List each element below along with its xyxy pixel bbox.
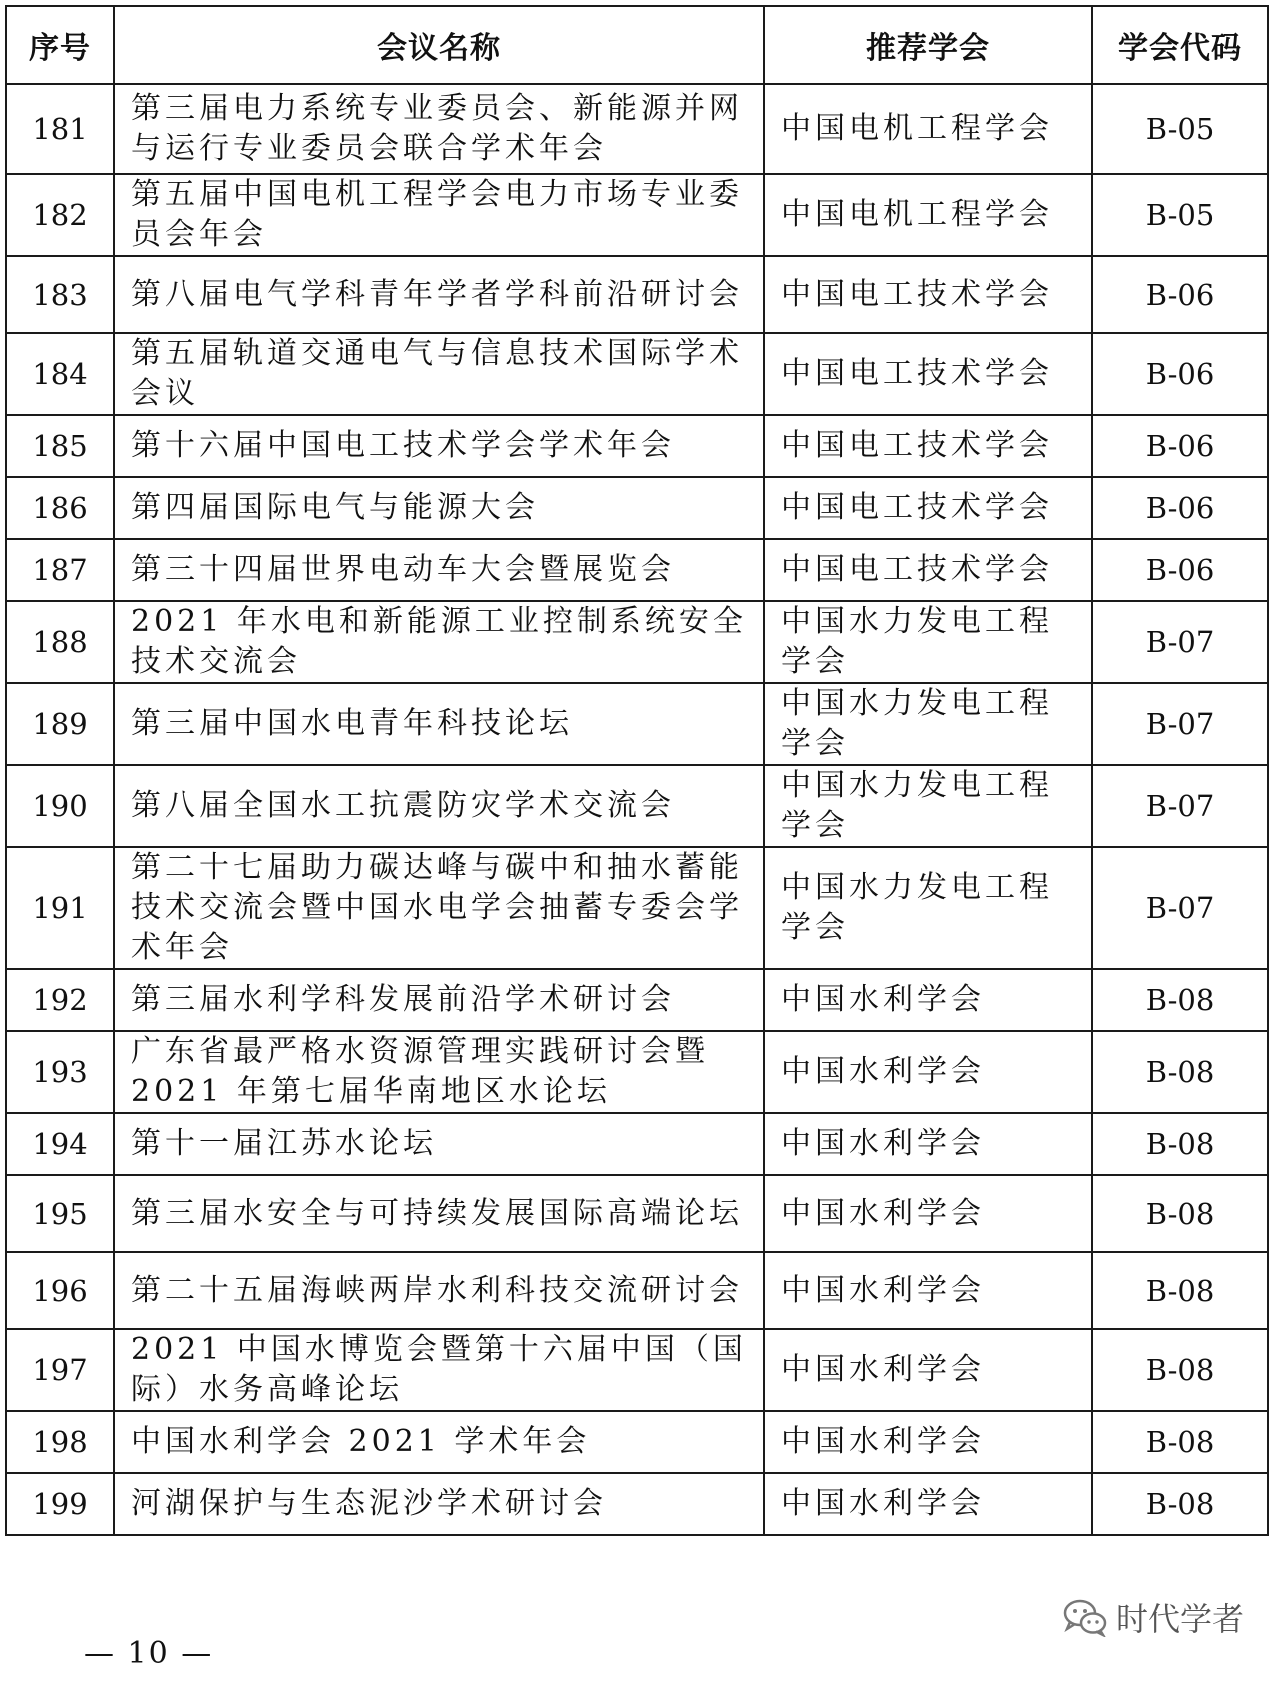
row-society: 中国电机工程学会 bbox=[764, 84, 1092, 174]
row-no: 198 bbox=[6, 1411, 114, 1473]
row-name: 第三十四届世界电动车大会暨展览会 bbox=[114, 539, 764, 601]
row-code: B-08 bbox=[1092, 1252, 1268, 1329]
row-society: 中国水利学会 bbox=[764, 1175, 1092, 1252]
row-name: 2021 中国水博览会暨第十六届中国（国际）水务高峰论坛 bbox=[114, 1329, 764, 1411]
row-society: 中国电工技术学会 bbox=[764, 415, 1092, 477]
table-row bbox=[6, 683, 1268, 765]
row-name: 第八届电气学科青年学者学科前沿研讨会 bbox=[114, 256, 764, 333]
row-society: 中国电工技术学会 bbox=[764, 477, 1092, 539]
row-no: 191 bbox=[6, 847, 114, 969]
row-society: 中国水利学会 bbox=[764, 1473, 1092, 1535]
row-society: 中国电工技术学会 bbox=[764, 539, 1092, 601]
row-code: B-07 bbox=[1092, 601, 1268, 683]
table-body bbox=[6, 84, 1268, 1535]
table-row bbox=[6, 539, 1268, 601]
row-no: 197 bbox=[6, 1329, 114, 1411]
row-no: 195 bbox=[6, 1175, 114, 1252]
watermark bbox=[1062, 1594, 1244, 1640]
row-name: 2021 年水电和新能源工业控制系统安全技术交流会 bbox=[114, 601, 764, 683]
row-name: 第三届水安全与可持续发展国际高端论坛 bbox=[114, 1175, 764, 1252]
row-no: 190 bbox=[6, 765, 114, 847]
row-code: B-06 bbox=[1092, 333, 1268, 415]
row-society: 中国水利学会 bbox=[764, 1411, 1092, 1473]
row-name: 第三届中国水电青年科技论坛 bbox=[114, 683, 764, 765]
row-society: 中国电工技术学会 bbox=[764, 256, 1092, 333]
row-code: B-08 bbox=[1092, 1411, 1268, 1473]
row-code: B-05 bbox=[1092, 84, 1268, 174]
row-name: 第二十五届海峡两岸水利科技交流研讨会 bbox=[114, 1252, 764, 1329]
row-code: B-07 bbox=[1092, 683, 1268, 765]
row-no: 182 bbox=[6, 174, 114, 256]
conference-table bbox=[5, 5, 1269, 1536]
table-row bbox=[6, 1031, 1268, 1113]
table-row bbox=[6, 765, 1268, 847]
row-name: 第八届全国水工抗震防灾学术交流会 bbox=[114, 765, 764, 847]
row-code: B-08 bbox=[1092, 1473, 1268, 1535]
row-no: 192 bbox=[6, 969, 114, 1031]
row-code: B-08 bbox=[1092, 1175, 1268, 1252]
table-row bbox=[6, 1329, 1268, 1411]
row-name: 第十六届中国电工技术学会学术年会 bbox=[114, 415, 764, 477]
row-code: B-08 bbox=[1092, 1329, 1268, 1411]
row-no: 196 bbox=[6, 1252, 114, 1329]
row-name: 第四届国际电气与能源大会 bbox=[114, 477, 764, 539]
row-name: 第五届轨道交通电气与信息技术国际学术会议 bbox=[114, 333, 764, 415]
table-row bbox=[6, 1175, 1268, 1252]
row-code: B-07 bbox=[1092, 847, 1268, 969]
row-society: 中国水力发电工程学会 bbox=[764, 683, 1092, 765]
row-no: 188 bbox=[6, 601, 114, 683]
row-society: 中国水利学会 bbox=[764, 1252, 1092, 1329]
row-name: 第三届电力系统专业委员会、新能源并网与运行专业委员会联合学术年会 bbox=[114, 84, 764, 174]
row-code: B-06 bbox=[1092, 539, 1268, 601]
row-no: 186 bbox=[6, 477, 114, 539]
wechat-icon bbox=[1062, 1597, 1108, 1637]
row-no: 193 bbox=[6, 1031, 114, 1113]
table-row bbox=[6, 84, 1268, 174]
row-code: B-05 bbox=[1092, 174, 1268, 256]
row-society: 中国水利学会 bbox=[764, 1329, 1092, 1411]
row-code: B-06 bbox=[1092, 477, 1268, 539]
row-no: 183 bbox=[6, 256, 114, 333]
row-name: 河湖保护与生态泥沙学术研讨会 bbox=[114, 1473, 764, 1535]
table-row bbox=[6, 477, 1268, 539]
table-row bbox=[6, 174, 1268, 256]
row-society: 中国水利学会 bbox=[764, 969, 1092, 1031]
row-name: 第二十七届助力碳达峰与碳中和抽水蓄能技术交流会暨中国水电学会抽蓄专委会学术年会 bbox=[114, 847, 764, 969]
row-no: 189 bbox=[6, 683, 114, 765]
table-row bbox=[6, 1473, 1268, 1535]
row-name: 广东省最严格水资源管理实践研讨会暨2021 年第七届华南地区水论坛 bbox=[114, 1031, 764, 1113]
row-no: 185 bbox=[6, 415, 114, 477]
row-society: 中国电工技术学会 bbox=[764, 333, 1092, 415]
table-row bbox=[6, 1113, 1268, 1175]
row-name: 中国水利学会 2021 学术年会 bbox=[114, 1411, 764, 1473]
table-row bbox=[6, 256, 1268, 333]
header-society: 推荐学会 bbox=[764, 6, 1092, 84]
table-header-row bbox=[6, 6, 1268, 84]
row-name: 第十一届江苏水论坛 bbox=[114, 1113, 764, 1175]
row-society: 中国电机工程学会 bbox=[764, 174, 1092, 256]
row-no: 199 bbox=[6, 1473, 114, 1535]
watermark-text: 时代学者 bbox=[1116, 1600, 1245, 1638]
table-row bbox=[6, 969, 1268, 1031]
table-row bbox=[6, 1411, 1268, 1473]
table-row bbox=[6, 333, 1268, 415]
row-code: B-07 bbox=[1092, 765, 1268, 847]
table-row bbox=[6, 601, 1268, 683]
header-code: 学会代码 bbox=[1092, 6, 1268, 84]
row-society: 中国水利学会 bbox=[764, 1113, 1092, 1175]
row-no: 187 bbox=[6, 539, 114, 601]
row-name: 第五届中国电机工程学会电力市场专业委员会年会 bbox=[114, 174, 764, 256]
row-society: 中国水力发电工程学会 bbox=[764, 847, 1092, 969]
table-row bbox=[6, 847, 1268, 969]
row-society: 中国水利学会 bbox=[764, 1031, 1092, 1113]
row-no: 184 bbox=[6, 333, 114, 415]
row-society: 中国水力发电工程学会 bbox=[764, 765, 1092, 847]
row-code: B-08 bbox=[1092, 1113, 1268, 1175]
header-name: 会议名称 bbox=[114, 6, 764, 84]
table-row bbox=[6, 415, 1268, 477]
row-code: B-08 bbox=[1092, 1031, 1268, 1113]
header-no: 序号 bbox=[6, 6, 114, 84]
row-code: B-08 bbox=[1092, 969, 1268, 1031]
row-society: 中国水力发电工程学会 bbox=[764, 601, 1092, 683]
row-no: 194 bbox=[6, 1113, 114, 1175]
row-code: B-06 bbox=[1092, 256, 1268, 333]
page-number: — 10 — bbox=[84, 1636, 214, 1671]
row-name: 第三届水利学科发展前沿学术研讨会 bbox=[114, 969, 764, 1031]
table-row bbox=[6, 1252, 1268, 1329]
row-code: B-06 bbox=[1092, 415, 1268, 477]
row-no: 181 bbox=[6, 84, 114, 174]
